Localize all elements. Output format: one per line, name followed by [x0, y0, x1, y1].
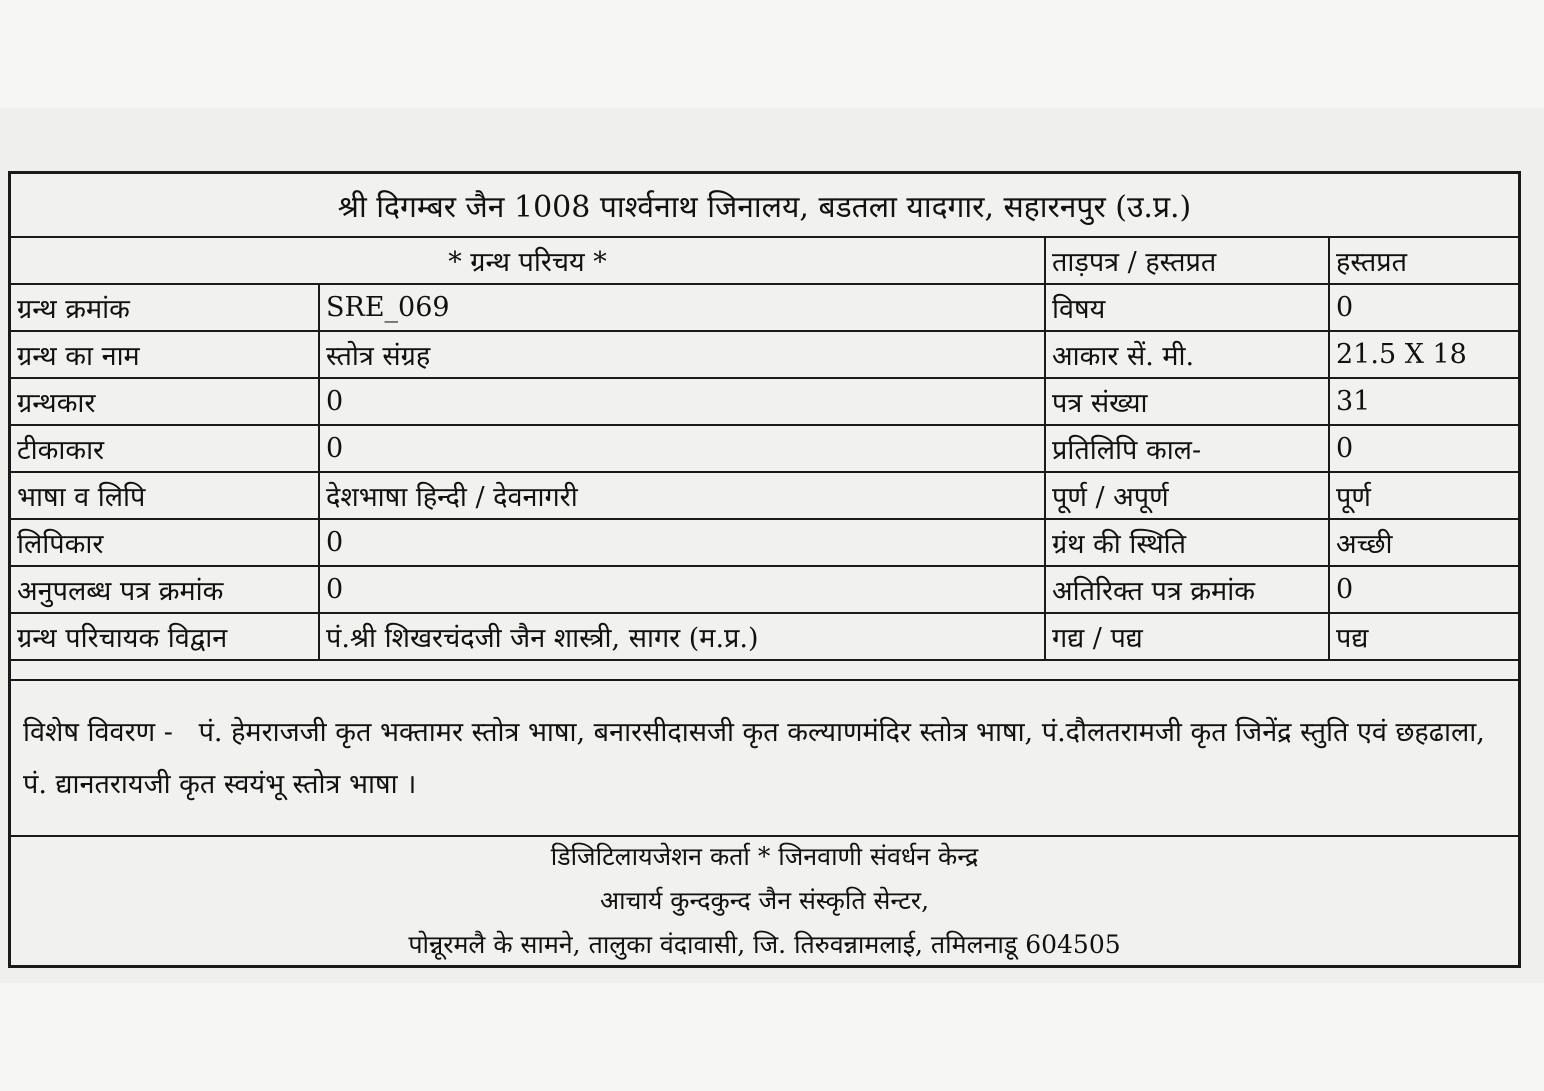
row-value-2: 0 — [1329, 284, 1518, 331]
manuscript-details-table — [11, 238, 1518, 661]
table-row — [11, 472, 1518, 519]
row-label-2: विषय — [1045, 284, 1329, 331]
table-row — [11, 284, 1518, 331]
row-label: ग्रन्थ परिचायक विद्वान — [11, 613, 319, 660]
row-value-2: 21.5 X 18 — [1329, 331, 1518, 378]
row-value: 0 — [319, 378, 1045, 425]
footer-line-3: पोन्नूरमलै के सामने, तालुका वंदावासी, जि. तिरुवन्नामलाई, तमिलनाडू 604505 — [408, 930, 1121, 959]
footer-line-2: आचार्य कुन्दकुन्द जैन संस्कृति सेन्टर, — [599, 886, 930, 915]
remarks-text: पं. हेमराजजी कृत भक्तामर स्तोत्र भाषा, बनारसीदासजी कृत कल्याणमंदिर स्तोत्र भाषा, पं.दौलतरामजी कृत जिनेंद्र स्तुति एवं छहढाला, पं. द्यानतरायजी कृत स्वयंभू स्तोत्र भाषा । — [23, 717, 1485, 800]
row-value: 0 — [319, 519, 1045, 566]
row-label-2: पत्र संख्या — [1045, 378, 1329, 425]
row-label: टीकाकार — [11, 425, 319, 472]
intro-heading: * ग्रन्थ परिचय * — [11, 238, 1045, 284]
row-value-2: पूर्ण — [1329, 472, 1518, 519]
row-value: देशभाषा हिन्दी / देवनागरी — [319, 472, 1045, 519]
table-row — [11, 425, 1518, 472]
remarks-label: विशेष विवरण - — [23, 717, 173, 748]
row-label-2: पूर्ण / अपूर्ण — [1045, 472, 1329, 519]
row-value-2: 0 — [1329, 566, 1518, 613]
row-label-2: गद्य / पद्य — [1045, 613, 1329, 660]
row-value: 0 — [319, 425, 1045, 472]
table-row — [11, 331, 1518, 378]
row-value-2: 31 — [1329, 378, 1518, 425]
row-value-2: पद्य — [1329, 613, 1518, 660]
digitization-footer — [11, 837, 1518, 965]
remarks-section — [11, 679, 1518, 837]
row-label-2: प्रतिलिपि काल- — [1045, 425, 1329, 472]
row-value-2: अच्छी — [1329, 519, 1518, 566]
type-value: हस्तप्रत — [1329, 238, 1518, 284]
row-label: अनुपलब्ध पत्र क्रमांक — [11, 566, 319, 613]
row-label: ग्रन्थकार — [11, 378, 319, 425]
manuscript-info-card — [8, 171, 1521, 968]
row-value-2: 0 — [1329, 425, 1518, 472]
table-row — [11, 519, 1518, 566]
row-label: ग्रन्थ क्रमांक — [11, 284, 319, 331]
row-value: स्तोत्र संग्रह — [319, 331, 1045, 378]
row-label-2: आकार सें. मी. — [1045, 331, 1329, 378]
row-label-2: ग्रंथ की स्थिति — [1045, 519, 1329, 566]
row-label: लिपिकार — [11, 519, 319, 566]
table-row — [11, 613, 1518, 660]
row-value: SRE_069 — [319, 284, 1045, 331]
row-label: भाषा व लिपि — [11, 472, 319, 519]
temple-title: श्री दिगम्बर जैन 1008 पार्श्वनाथ जिनालय, बडतला यादगार, सहारनपुर (उ.प्र.) — [11, 174, 1518, 238]
table-header-row — [11, 238, 1518, 284]
table-row — [11, 378, 1518, 425]
table-row — [11, 566, 1518, 613]
row-label: ग्रन्थ का नाम — [11, 331, 319, 378]
row-label-2: अतिरिक्त पत्र क्रमांक — [1045, 566, 1329, 613]
footer-line-1: डिजिटिलायजेशन कर्ता * जिनवाणी संवर्धन केन्द्र — [550, 842, 979, 871]
row-value: पं.श्री शिखरचंदजी जैन शास्त्री, सागर (म.प्र.) — [319, 613, 1045, 660]
row-value: 0 — [319, 566, 1045, 613]
type-label: ताड़पत्र / हस्तप्रत — [1045, 238, 1329, 284]
